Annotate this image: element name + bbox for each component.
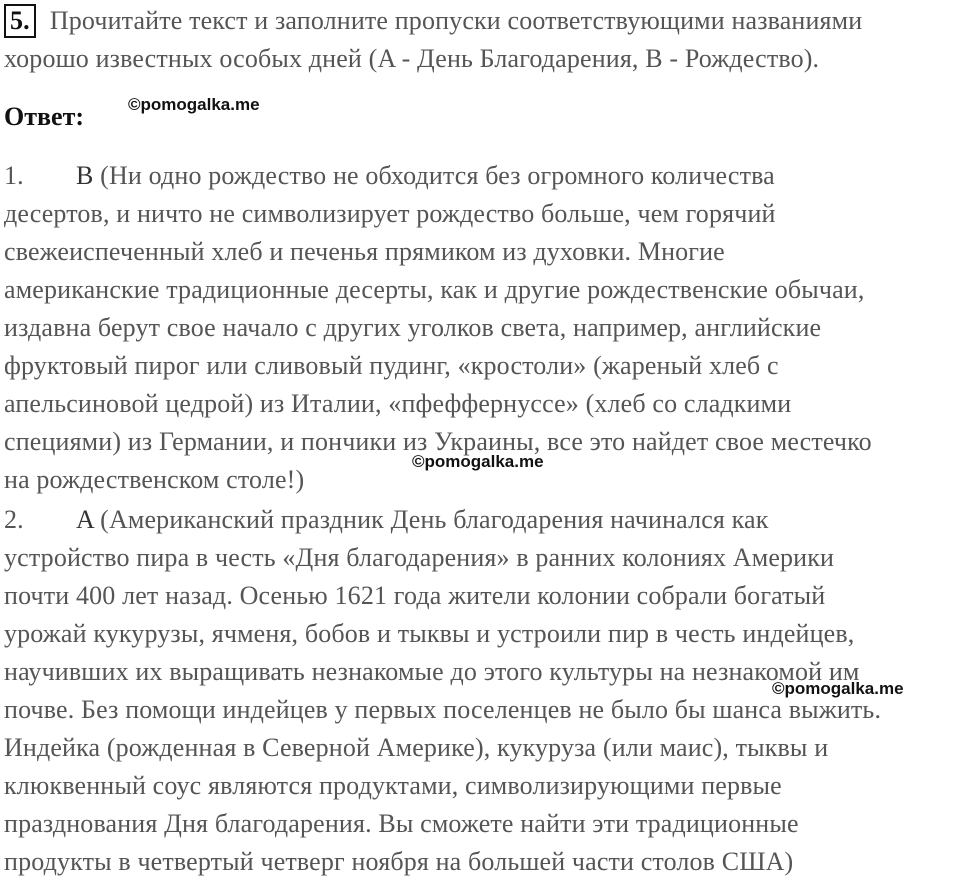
task-line-2 (4, 40, 819, 78)
item-1-line-7 (4, 385, 791, 423)
answer-label: Ответ: (4, 102, 85, 131)
item-1-letter: B (76, 161, 94, 190)
item-1-text: на рождественском столе!) (4, 465, 305, 494)
item-1-line-9 (4, 461, 304, 499)
item-2-line-5 (4, 653, 860, 691)
watermark: ©pomogalka.me (128, 95, 260, 114)
item-1-text: издавна берут свое начало с других уголков света, например, английские (4, 313, 822, 342)
item-1-text: американские традиционные десерты, как и другие рождественские обычаи, (4, 275, 865, 304)
item-2-line-10 (4, 843, 793, 881)
item-1-text: апельсиновой цедрой) из Италии, «пфеффернуссе» (хлеб со сладкими (4, 389, 792, 418)
item-1-text: десертов, и ничто не символизирует рождество больше, чем горячий (4, 199, 776, 228)
item-2-line-6 (4, 691, 881, 729)
item-2-text: устройство пира в честь «Дня благодарения» в ранних колониях Америки (4, 543, 835, 572)
item-2-text: Индейка (рожденная в Северной Америке), кукуруза (или маис), тыквы и (4, 733, 829, 762)
item-2-line-1 (4, 501, 769, 539)
watermark: ©pomogalka.me (412, 452, 544, 471)
item-1-line-6 (4, 347, 779, 385)
item-2-line-9 (4, 805, 799, 843)
item-1-line-2 (4, 195, 776, 233)
item-2-text: урожай кукурузы, ячменя, бобов и тыквы и устроили пир в честь индейцев, (4, 619, 855, 648)
item-2-text: научивших их выращивать незнакомые до этого культуры на незнакомой им (4, 657, 860, 686)
item-2-line-8 (4, 767, 782, 805)
item-2-number: 2. (4, 505, 24, 534)
item-2-text: почве. Без помощи индейцев у первых поселенцев не было бы шанса выжить. (4, 695, 882, 724)
task-text-2: хорошо известных особых дней (A - День Благодарения, B - Рождество). (4, 44, 820, 73)
item-1-line-4 (4, 271, 865, 309)
item-1-text: свежеиспеченный хлеб и печенья прямиком из духовки. Многие (4, 237, 725, 266)
item-1-line-1 (4, 157, 775, 195)
item-2-text: празднования Дня благодарения. Вы сможете найти эти традиционные (4, 809, 799, 838)
item-2-text: почти 400 лет назад. Осенью 1621 года жители колонии собрали богатый (4, 581, 826, 610)
item-2-line-7 (4, 729, 828, 767)
watermark: ©pomogalka.me (772, 679, 904, 698)
item-1-text: фруктовый пирог или сливовый пудинг, «кростоли» (жареный хлеб с (4, 351, 779, 380)
item-2-text: продукты в четвертый четверг ноября на большей части столов США) (4, 847, 794, 876)
item-1-text: специями) из Германии, и пончики из Украины, все это найдет свое местечко (4, 427, 872, 456)
task-text-1: Прочитайте текст и заполните пропуски соответствующими названиями (49, 6, 863, 35)
item-2-line-3 (4, 577, 825, 615)
item-1-line-3 (4, 233, 725, 271)
task-line-1 (4, 2, 862, 40)
item-2-letter: A (76, 505, 94, 534)
item-2-text: (Американский праздник День благодарения начинался как (93, 505, 769, 534)
item-2-line-2 (4, 539, 834, 577)
item-1-line-5 (4, 309, 821, 347)
item-1-text: (Ни одно рождество не обходится без огромного количества (93, 161, 775, 190)
item-2-line-4 (4, 615, 854, 653)
task-number-box: 5. (4, 4, 36, 38)
item-2-text: клюквенный соус являются продуктами, символизирующими первые (4, 771, 782, 800)
item-1-number: 1. (4, 161, 24, 190)
